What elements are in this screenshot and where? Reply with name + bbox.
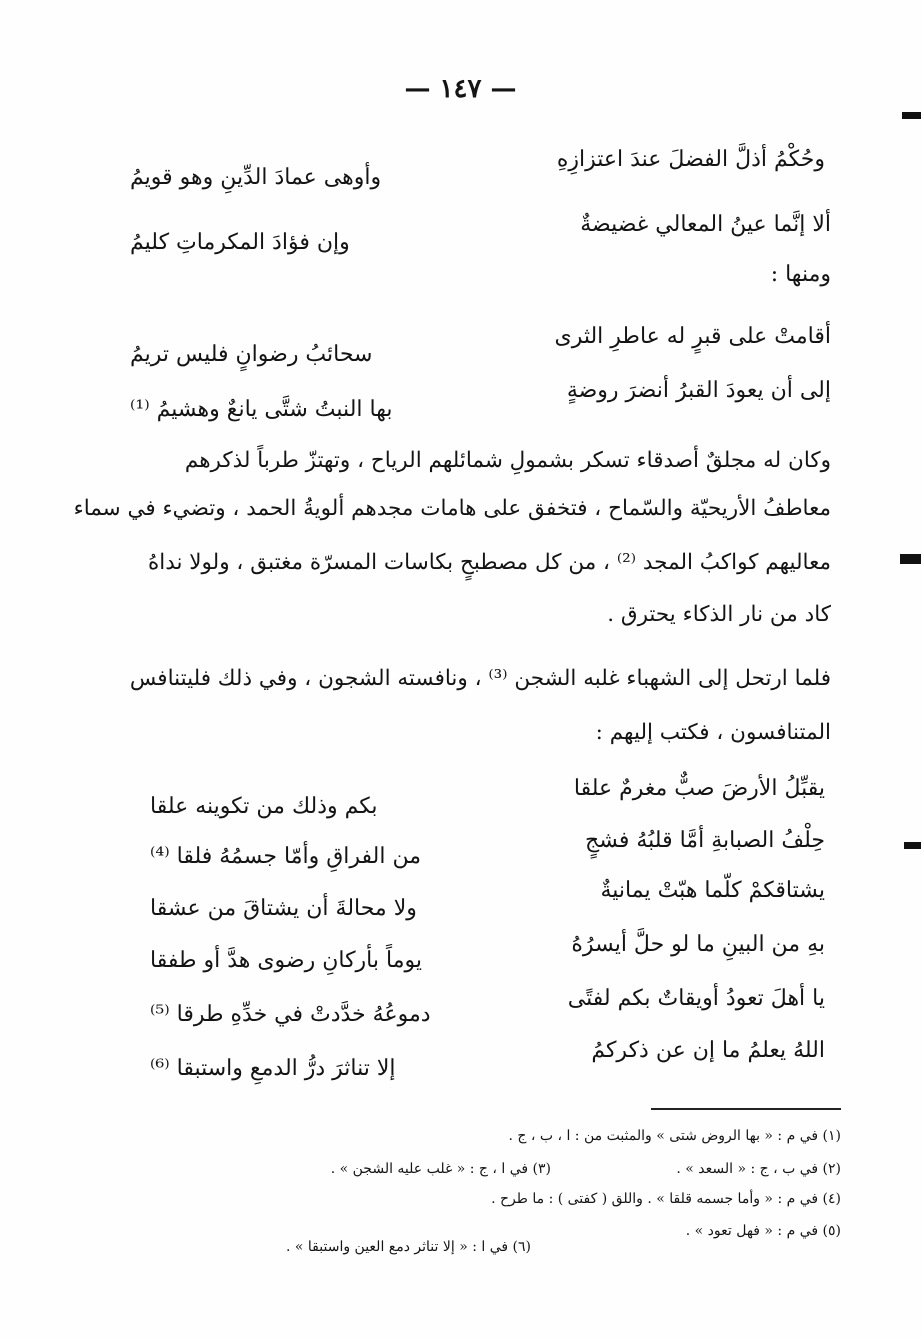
prose-line: معاطفُ الأريحيّة والسّماح ، فتخفق على هامات مجدهم ألويةُ الحمد ، وتضيء في سماء — [73, 496, 831, 521]
verse-hemistich-right: أقامتْ على قبرٍ له عاطرِ الثرى — [554, 324, 831, 349]
verse-hemistich-left: يوماً بأركانِ رضوى هدَّ أو طفقا — [150, 948, 422, 973]
footnote: (٦) في ا : « إلا تناثر دمع العين واستبقا » . — [286, 1239, 531, 1255]
scan-edge-mark — [904, 842, 921, 849]
verse-hemistich-right: بهِ من البينِ ما لو حلَّ أيسرُهُ — [571, 932, 825, 957]
page-number: — ١٤٧ — — [404, 74, 517, 104]
prose-line: فلما ارتحل إلى الشهباء غلبه الشجن ⁽³⁾ ، ونافسته الشجون ، وفي ذلك فليتنافس — [129, 666, 831, 691]
prose-line: المتنافسون ، فكتب إليهم : — [595, 720, 831, 745]
verse-hemistich-left: من الفراقِ وأمّا جسمُهُ فلقا ⁽⁴⁾ — [150, 844, 421, 869]
verse-hemistich-left: بكم وذلك من تكوينه علقا — [150, 794, 378, 819]
verse-hemistich-right: حِلْفُ الصبابةِ أمَّا قلبُهُ فشجٍ — [585, 828, 825, 853]
verse-hemistich-right: يشتاقكمْ كلّما هبّتْ يمانيةٌ — [600, 878, 825, 903]
prose-line: وكان له مجلقٌ أصدقاء تسكر بشمولِ شمائلهم الرياح ، وتهتزّ طرباً لذكرهم — [184, 448, 831, 473]
scan-edge-mark — [902, 112, 921, 119]
verse-hemistich-right: يا أهلَ تعودُ أويقاتٌ بكم لفتًى — [567, 986, 825, 1011]
verse-hemistich-right: إلى أن يعودَ القبرُ أنضرَ روضةٍ — [566, 378, 831, 403]
verse-hemistich-right: ألا إنَّما عينُ المعالي غضيضةٌ — [580, 212, 831, 237]
verse-hemistich-left: ولا محالةَ أن يشتاقَ من عشقا — [150, 896, 417, 921]
footnote-separator — [651, 1108, 841, 1110]
prose-line: كاد من نار الذكاء يحترق . — [607, 602, 831, 627]
footnote: (٤) في م : « وأما جسمه قلقا » . واللق ( كفتى ) : ما طرح . — [491, 1191, 841, 1207]
footnote: (٢) في ب ، ج : « السعد » . — [676, 1161, 841, 1177]
verse-hemistich-left: وإن فؤادَ المكرماتِ كليمُ — [130, 230, 350, 255]
verse-hemistich-left: سحائبُ رضوانٍ فليس تريمُ — [130, 342, 373, 367]
prose-line: معاليهم كواكبُ المجد ⁽²⁾ ، من كل مصطبحٍ بكاسات المسرّة مغتبق ، ولولا نداهُ — [147, 550, 831, 575]
footnote: (١) في م : « بها الروض شتى » والمثبت من : ا ، ب ، ج . — [508, 1128, 841, 1144]
section-intro: ومنها : — [770, 262, 831, 287]
verse-hemistich-left: دموعُهُ خدَّدتْ في خدِّهِ طرقا ⁽⁵⁾ — [150, 1002, 431, 1027]
verse-hemistich-right: وحُكْمُ أذلَّ الفضلَ عندَ اعتزازِهِ — [556, 147, 825, 172]
footnote: (٣) في ا ، ج : « غلب عليه الشجن » . — [330, 1161, 551, 1177]
verse-hemistich-left: بها النبتُ شتَّى يانعٌ وهشيمُ ⁽¹⁾ — [130, 397, 393, 422]
verse-hemistich-right: يقبِّلُ الأرضَ صبٌّ مغرمٌ علقا — [573, 776, 825, 801]
scan-edge-mark — [900, 554, 921, 564]
verse-hemistich-left: وأوهى عمادَ الدِّينِ وهو قويمُ — [130, 165, 382, 190]
verse-hemistich-right: اللهُ يعلمُ ما إن عن ذكركمُ — [591, 1038, 825, 1063]
footnote: (٥) في م : « فهل تعود » . — [685, 1223, 841, 1239]
verse-hemistich-left: إلا تناثرَ درُّ الدمعِ واستبقا ⁽⁶⁾ — [150, 1056, 396, 1081]
